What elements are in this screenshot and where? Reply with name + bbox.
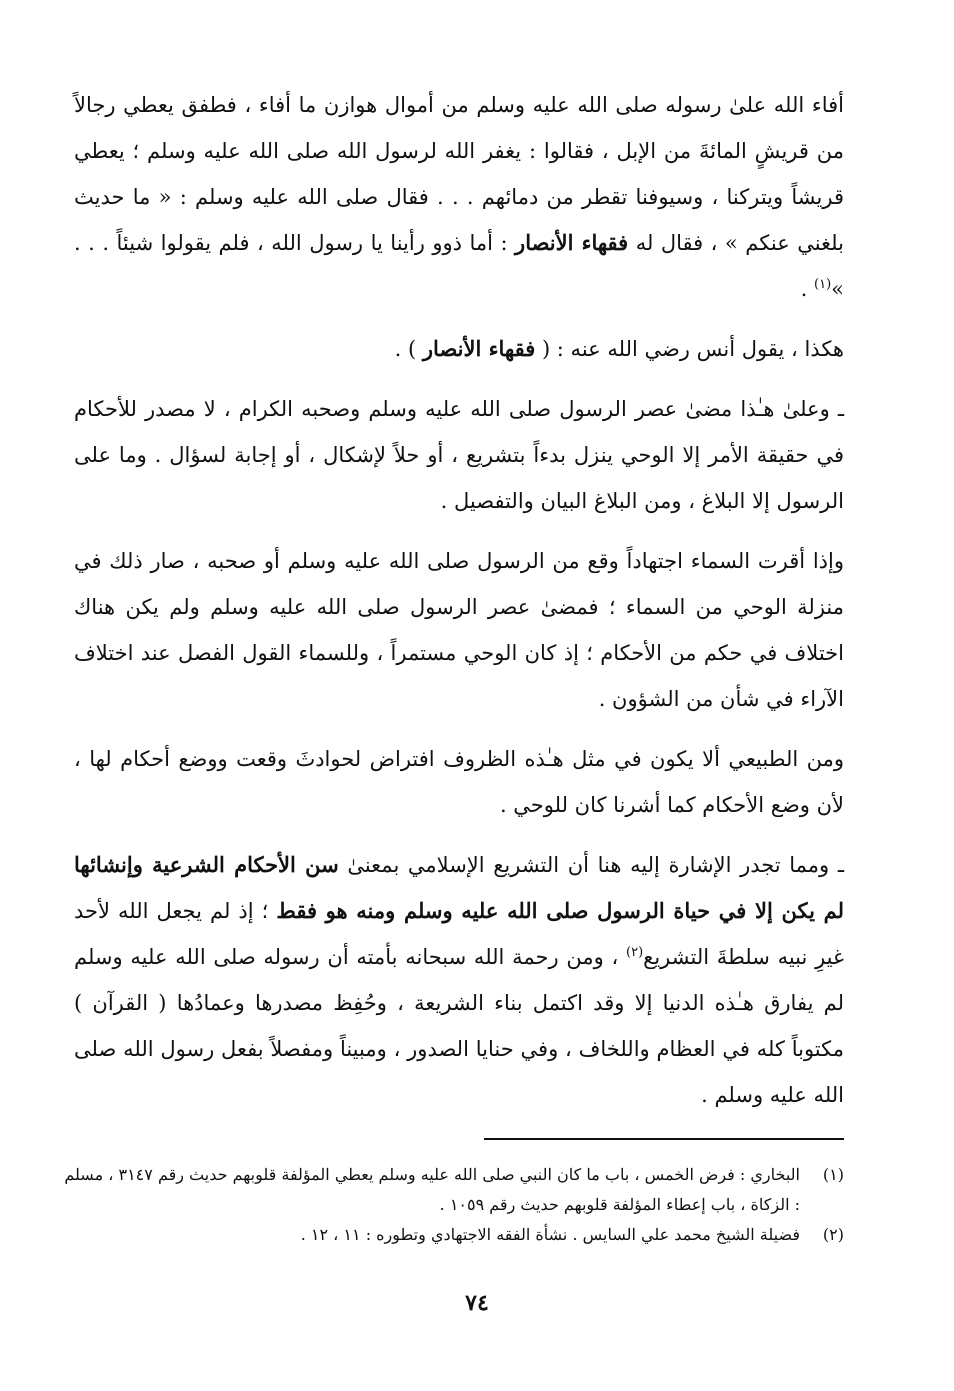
main-text xyxy=(74,82,844,1132)
paragraph-1 xyxy=(74,82,844,312)
footnote-ref-1[interactable]: (١) xyxy=(814,277,832,292)
footnote-1-number: (١) xyxy=(822,1165,844,1184)
paragraph-1-continued: : أما ذوو رأينا يا رسول الله ، فلم يقولوا شيئاً . . . » xyxy=(74,231,844,301)
paragraph-2 xyxy=(74,326,844,372)
footnote-2-text: فضيلة الشيخ محمد علي السايس . نشأة الفقه الاجتهادي وتطوره : ١١ ، ١٢ . xyxy=(300,1225,800,1244)
footnote-2 xyxy=(64,1220,844,1250)
paragraph-2-bold: فقهاء الأنصار xyxy=(422,336,536,361)
page-number: ٧٤ xyxy=(465,1290,489,1316)
paragraph-2-text: هكذا ، يقول أنس رضي الله عنه : ( xyxy=(541,337,844,361)
footnote-divider xyxy=(484,1138,844,1140)
footnote-ref-2[interactable]: (٢) xyxy=(626,945,644,960)
paragraph-1-text: أفاء الله علىٰ رسوله صلى الله عليه وسلم من أموال هوازن ما أفاء ، فطفق يعطي رجالاً من قريشٍ المائةَ من الإبل ، فقالوا : يغفر الله لرسول الله صلى الله عليه وسلم ؛ يعطي قريشاً ويتركنا ، وسيوفنا تقطر من دمائهم . . . فقال صلى الله عليه وسلم : « ما حديث بلغني عنكم » ، فقال له xyxy=(74,93,844,255)
paragraph-1-end: . xyxy=(800,277,808,301)
paragraph-1-bold: فقهاء الأنصار xyxy=(515,230,629,255)
footnote-2-number: (٢) xyxy=(822,1225,844,1244)
paragraph-3: ـ وعلىٰ هـٰذا مضىٰ عصر الرسول صلى الله عليه وسلم وصحبه الكرام ، لا مصدر للأحكام في حقيقة الأمر إلا الوحي ينزل بدءاً بتشريع ، أو حلاً لإشكال ، أو إجابة لسؤال . وما على الرسول إلا البلاغ ، ومن البلاغ البيان والتفصيل . xyxy=(74,397,844,513)
footnote-1-text: البخاري : فرض الخمس ، باب ما كان النبي صلى الله عليه وسلم يعطي المؤلفة قلوبهم حديث رقم ٣١٤٧ ، مسلم : الزكاة ، باب إعطاء المؤلفة قلوبهم حديث رقم ١٠٥٩ . xyxy=(64,1165,800,1214)
footnotes xyxy=(64,1160,844,1250)
paragraph-6-end: ، ومن رحمة الله سبحانه بأمته أن رسوله صلى الله عليه وسلم لم يفارق هـٰذه الدنيا إلا وقد اكتمل بناء الشريعة ، وحُفِظ مصدرها وعمادُها ( القرآن ) مكتوباً كله في العظام واللخاف ، وفي حنايا الصدور ، ومبيناً ومفصلاً بفعل رسول الله صلى الله عليه وسلم . xyxy=(74,945,844,1107)
paragraph-6-bold: سن الأحكام الشرعية وإنشائها لم يكن إلا في حياة الرسول صلى الله عليه وسلم ومنه هو فقط xyxy=(74,852,844,923)
footnote-1 xyxy=(64,1160,844,1220)
paragraph-4: وإذا أقرت السماء اجتهاداً وقع من الرسول صلى الله عليه وسلم أو صحبه ، صار ذلك في منزلة الوحي من السماء ؛ فمضىٰ عصر الرسول صلى الله عليه وسلم ولم يكن هناك اختلاف في حكم من الأحكام ؛ إذ كان الوحي مستمراً ، وللسماء القول الفصل عند اختلاف الآراء في شأن من الشؤون . xyxy=(74,549,844,711)
paragraph-6 xyxy=(74,842,844,1118)
paragraph-2-end: ) . xyxy=(394,337,417,361)
paragraph-5: ومن الطبيعي ألا يكون في مثل هـٰذه الظروف افتراض لحوادثَ وقعت ووضع أحكام لها ، لأن وضع الأحكام كما أشرنا كان للوحي . xyxy=(74,747,844,817)
paragraph-6-middle: ؛ إذ لم يجعل الله لأحد غيرِ نبيه سلطةَ التشريع xyxy=(74,899,844,969)
paragraph-6-text: ـ ومما تجدر الإشارة إليه هنا أن التشريع الإسلامي بمعنىٰ xyxy=(347,853,844,877)
